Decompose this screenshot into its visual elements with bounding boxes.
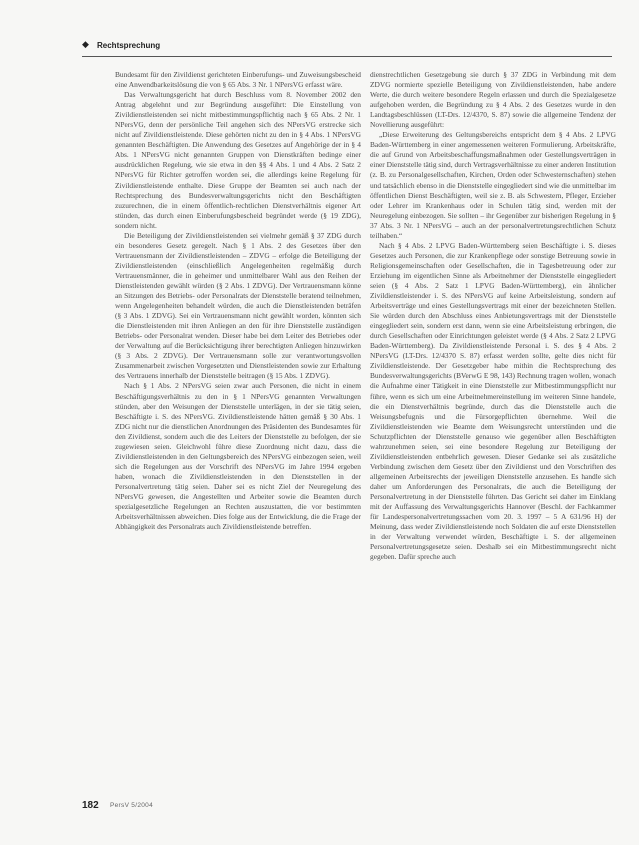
paragraph: Das Verwaltungsgericht hat durch Beschluss vom 8. November 2002 den Antrag abgelehnt und zur Begründung ausgeführt: Die Einstellung von Zivildienstleistenden sei nicht mitbestimmungspflichtig nach § 65 Abs. 2 Nr. 1 NPersVG, denn der persönliche Teil angehen sich des NPersVG erstrecke sich nicht auf Zivildienstleistende. Diese gehörten nicht zu den in § 4 Abs. 1 NPersVG genannten Beschäftigten. Die Anwendung des Gesetzes auf Angehörige der in § 4 Abs. 1 NPersVG nicht genannten Gruppen von Dienstkräften bedinge einer ausdrücklichen Regelung, wie sie etwa in den §§ 4 Abs. 1 und 4 Abs. 2 Satz 2 NPersVG für Richter getroffen worden sei, die allerdings keine Regelung für Zivildienstleistende enthalte. Diese Gruppe der Beamten sei auch nach der Rechtsprechung des Bundesverwaltungsgerichts nicht den Beschäftigten zuzurechnen, die in einem öffentlich-rechtlichen Dienstverhältnis eigener Art stünden, das durch einen Einberufungsbescheid begründet werde (§ 19 ZDG), sondern nicht.	[115, 90, 361, 230]
page-number: 182	[82, 800, 99, 811]
header-rule	[82, 56, 612, 57]
paragraph: „Diese Erweiterung des Geltungsbereichs entspricht dem § 4 Abs. 2 LPVG Baden-Württemberg in einer angemessenen weiteren Formulierung. Arbeitskräfte, die auf Grund von Arbeitsbeschaffungsmaßnahmen oder Gestellungsverträgen in einer Dienststelle tätig sind, durch Vertragsverhältnisse zu einer anderen Institution (z. B. zu Personalgesellschaften, Kirchen, Orden oder Schwesternschaften) stehen und tatsächlich ebenso in die Dienststelle eingegliedert sind wie die unmittelbar im öffentlichen Dienst Beschäftigten, weil sie z. B. als Schwestern, Pfleger, Erzieher oder Lehrer im Krankenhaus oder in Schulen tätig sind, werden mit der Neuregelung einbezogen. Sie sollten – ihr Gegenüber zur bisherigen Regelung in § 37 Abs. 3 Nr. 1 NPersVG – auch an der personalvertretungsrechtlichen Schutz teilhaben.“	[370, 130, 616, 240]
text-column-right	[370, 70, 616, 790]
section-marker-icon: ◆	[82, 40, 89, 50]
paragraph: Bundesamt für den Zivildienst gerichteten Einberufungs- und Zuweisungsbescheid eine Anwendbarkeitslösung die von § 65 Abs. 3 Nr. 1 NPersVG erfasst wäre.	[115, 70, 361, 90]
paragraph: dienstrechtlichen Gesetzgebung sie durch § 37 ZDG in Verbindung mit dem ZDVG normierte spezielle Beteiligung von Zivildienstleistenden, habe andere Werte, die durch weitere besondere Regeln erlassen und durch die Spezialgesetze aufgehoben werden, die Begründung zu § 4 Abs. 2 des Gesetzes wurde in den Landtagsbeschlüssen (LT-Drs. 12/4370, S. 87) sowie die allgemeine Tendenz der Novellierung ausgeführt:	[370, 70, 616, 130]
running-header	[0, 40, 639, 54]
text-column-left	[115, 70, 361, 790]
paragraph: Nach § 1 Abs. 2 NPersVG seien zwar auch Personen, die nicht in einem Beschäftigungsverhältnis zu den in § 1 NPersVG genannten Verwaltungen stünden, aber den Weisungen der Dienststelle unterlägen, in der sie tätig seien, Beschäftigte i. S. des NPersVG. Zivildienstleistende hätten gemäß § 30 Abs. 1 ZDG nicht nur die dienstlichen Anordnungen des Präsidenten des Bundesamtes für den Zivildienst, sondern auch die des Leiters der Dienststelle zu befolgen, der sie zugewiesen seien. Gleichwohl führe diese Zuordnung nicht dazu, dass die Zivildienstleistenden in den Geltungsbereich des NPersVG einbezogen seien, weil sich die Regelungen aus der Vorschrift des NPersVG im Jahre 1994 ergeben haben, wonach die Zivildienstleistenden in den Dienststellen in der Personalvertretung tätig seien. Daher sei es nicht Ziel der Neuregelung des NPersVG gewesen, die Angestellten und Arbeiter sowie die Beamten durch spezialgesetzliche Regelungen an Rechten auszustatten, die vor bestimmten Arbeitsverhältnissen abweichen. Dies folge aus der Entwicklung, die die Frage der Abhängigkeit des Personalrats auch Zivildienstleistende betreffen.	[115, 381, 361, 532]
paragraph: Nach § 4 Abs. 2 LPVG Baden-Württemberg seien Beschäftigte i. S. dieses Gesetzes auch Personen, die zur Krankenpflege oder sonstige Betreuung sowie in Religionsgemeinschaften oder Gesellschaften, die in Tagesbetreuung oder zur Erziehung im eigentlichen Sinne als Arbeitnehmer der Dienststelle eingegliedert seien (§ 4 Abs. 2 Satz 1 LPVG Baden-Württemberg), ein ähnlicher Zivildienstleistender i. S. des NPersVG auf keine Arbeitsleistung, sondern auf Arbeitsverträge und eines Gestellungsvertrags mit einer der bezeichneten Stellen. Sie würden durch den Abschluss eines Anbietungsvertrags mit der Dienststelle eingegliedert sein, sondern erst dann, wenn sie eine Arbeitsleistung erbringen, die durch Gesellschaften oder Einrichtungen geleistet werde (§ 4 Abs. 2 Satz 2 LPVG Baden-Württemberg). Da Zivildienstleistende Personal i. S. des § 4 Abs. 2 NPersVG (LT-Drs. 12/4370 S. 87) erfasst werden sollte, gelte dies nicht für Zivildienstleistende. Der Gesetzgeber habe mithin die Rechtsprechung des Bundesverwaltungsgerichts (BVerwG E 98, 143) Rechnung tragen wollen, wonach die Aufnahme einer Tätigkeit in eine Dienststelle zur Mitbestimmungspflicht nur führe, wenn es sich um eine Arbeitnehmereinstellung im weiteren Sinne handele, die ein Dienstverhältnis begründe, durch das die Dienststelle auch die Weisungsbefugnis und die Fürsorgepflichten übernehme. Weil die Zivildienstleistenden wie Beamte dem Weisungsrecht unterstünden und die Schutzpflichten der Dienststelle genauso wie gegenüber allen Beschäftigten wahrzunehmen seien, sei eine besondere Regelung zur Beteiligung der Zivildienstleistenden entbehrlich gewesen. Dieser Gedanke sei als zusätzliche Verbindung zwischen dem Gesetz über den Zivildienst und den Vorschriften des allgemeinen Arbeitsrechts der jeweiligen Dienststelle anzusehen. Es handle sich daher um Anforderungen des Personalrats, die auch die Beteiligung der Personalvertretung in der Dienststelle führten. Das Gericht sei daher im Einklang mit der Auffassung des Verwaltungsgerichts Hannover (Beschl. der Fachkammer für Landespersonalvertretungssachen vom 20. 3. 1997 – 5 A 631/96 H) der Meinung, dass weder Zivildienstleistende noch Soldaten die auf erste Dienststellen in der Verwaltung verwendet würden, Beschäftigte i. S. der allgemeinen Personalvertretungsgesetze seien. Deshalb sei ein Mitbestimmungsrecht nicht gegeben. Dafür spreche auch	[370, 240, 616, 562]
section-title: Rechtsprechung	[97, 41, 161, 50]
paragraph: Die Beteiligung der Zivildienstleistenden sei vielmehr gemäß § 37 ZDG durch ein besonderes Gesetz geregelt. Nach § 1 Abs. 2 des Gesetzes über den Vertrauensmann der Zivildienstleistenden – ZDVG – erfolge die Beteiligung der Zivildienstleistenden (einschließlich Angelegenheiten regelmäßig durch Vertrauensmänner, die in geheimer und unmittelbarer Wahl aus den Reihen der Dienstleistenden gewählt würden (§ 2 Abs. 1 ZDVG). Der Vertrauensmann könne an Sitzungen des Betriebs- oder Personalrats der Dienststelle beratend teilnehmen, wenn Angelegenheiten behandelt würden, die auch die Dienstleistenden beträfen (§ 3 Abs. 1 ZDVG). Sei ein Vertrauensmann nicht gewählt worden, könnten sich die Dienstleistenden mit ihren Anliegen an den für ihre Dienststelle zuständigen Betriebs- oder Personalrat wenden. Dieser habe bei dem Leiter des Betriebes oder der Verwaltung auf die Berücksichtigung ihrer berechtigten Anliegen hinzuwirken (§ 3 Abs. 2 ZDVG). Der Vertrauensmann solle zur verantwortungsvollen Zusammenarbeit zwischen Vorgesetzten und Dienstleistenden sowie zur Erhaltung des Vertrauens innerhalb der Dienststelle beitragen (§ 15 Abs. 1 ZDVG).	[115, 230, 361, 381]
page-footer	[0, 800, 639, 814]
issue-label: PersV 5/2004	[110, 802, 153, 809]
